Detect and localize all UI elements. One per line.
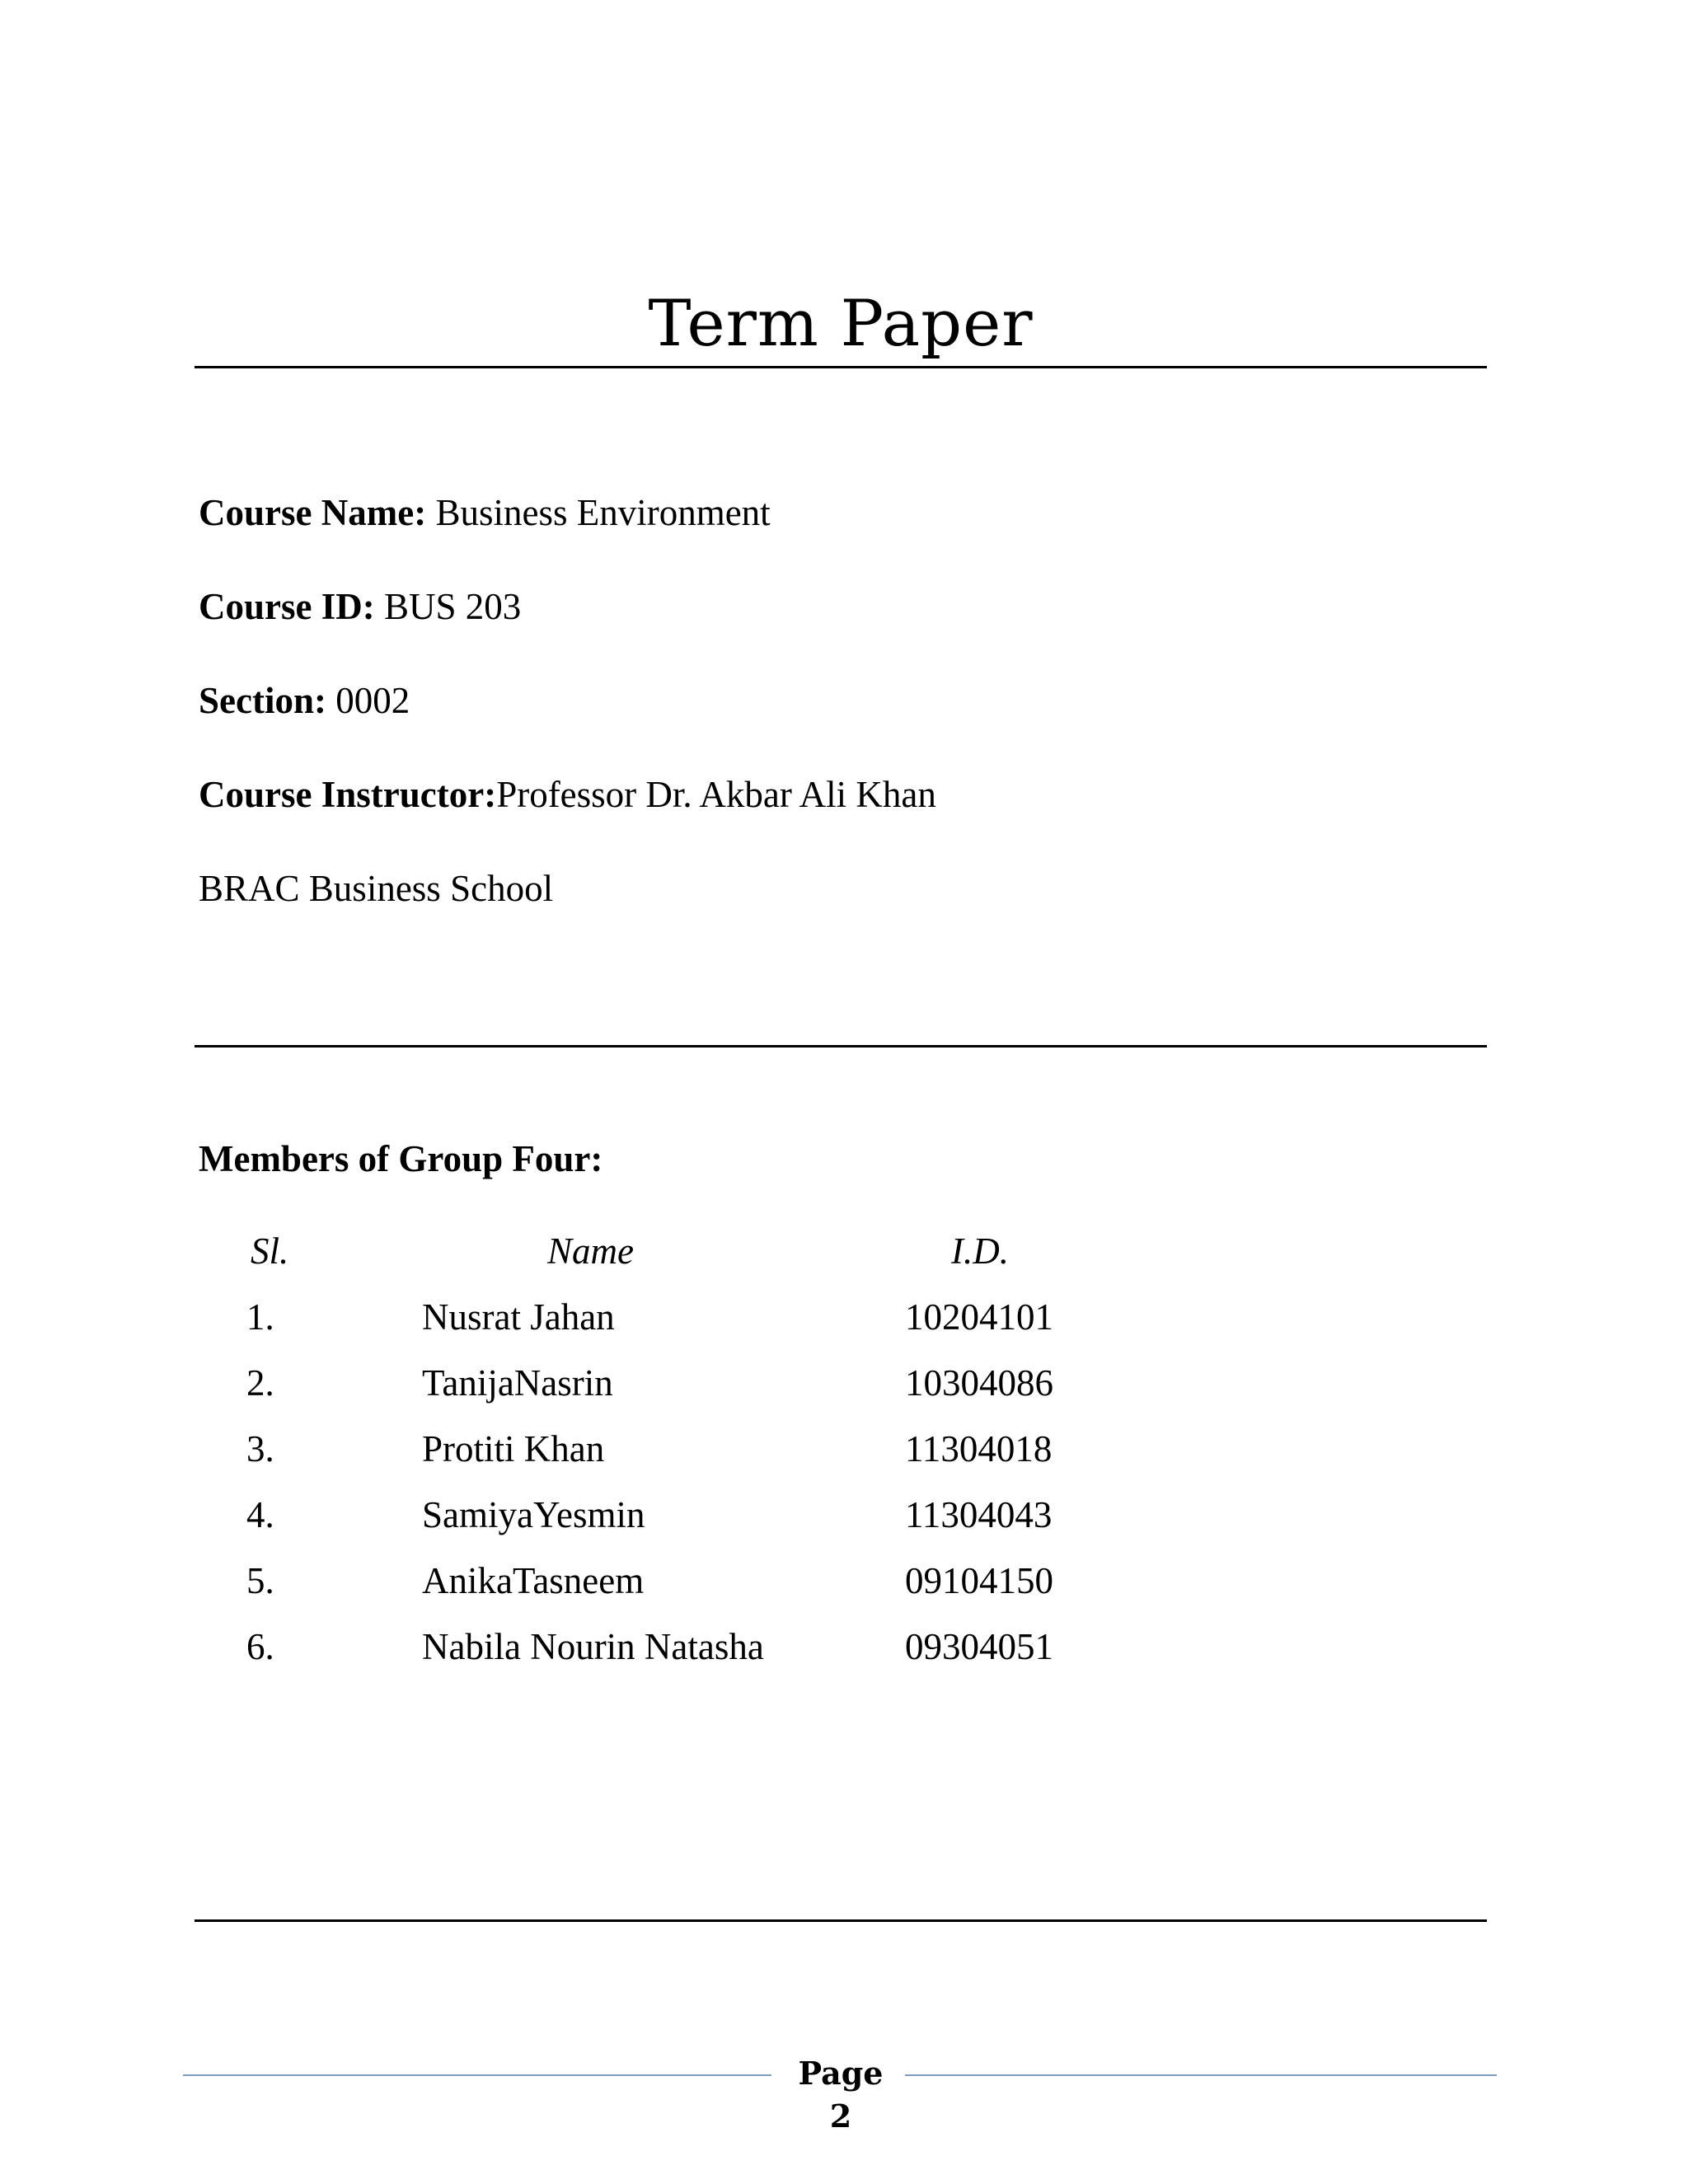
title-divider <box>195 366 1487 368</box>
members-heading: Members of Group Four: <box>199 1138 603 1179</box>
course-name-label: Course Name: <box>199 492 427 533</box>
course-name-value: Business Environment <box>426 492 771 533</box>
course-id-value: BUS 203 <box>374 586 522 627</box>
row-id: 11304018 <box>905 1428 1053 1469</box>
row-id: 10304086 <box>905 1362 1053 1404</box>
row-name: Nusrat Jahan <box>422 1296 615 1338</box>
section-divider <box>195 1045 1487 1047</box>
row-sl: 6. <box>246 1626 274 1667</box>
row-name: AnikaTasneem <box>422 1560 645 1601</box>
page-number: Page 2 <box>798 2055 884 2135</box>
section-label: Section: <box>199 680 326 721</box>
row-sl: 4. <box>246 1494 274 1535</box>
row-sl: 1. <box>246 1296 274 1338</box>
instructor-line <box>199 771 936 818</box>
row-name: SamiyaYesmin <box>422 1494 645 1535</box>
column-header-sl: Sl. <box>251 1230 289 1272</box>
instructor-label: Course Instructor: <box>199 774 497 815</box>
row-name: TanijaNasrin <box>422 1362 613 1404</box>
row-id: 10204101 <box>905 1296 1053 1338</box>
row-id: 09304051 <box>905 1626 1053 1667</box>
row-sl: 2. <box>246 1362 274 1404</box>
footer-line-right <box>905 2074 1497 2076</box>
course-id-line <box>199 583 521 630</box>
column-header-id: I.D. <box>951 1230 1009 1272</box>
column-header-name: Name <box>547 1230 634 1272</box>
footer-line-left <box>183 2074 771 2076</box>
row-sl: 3. <box>246 1428 274 1469</box>
row-id: 11304043 <box>905 1494 1053 1535</box>
page-title: Term Paper <box>648 287 1034 361</box>
bottom-divider <box>195 1919 1487 1922</box>
section-value: 0002 <box>326 680 410 721</box>
section-line <box>199 677 410 724</box>
row-sl: 5. <box>246 1560 274 1601</box>
instructor-value: Professor Dr. Akbar Ali Khan <box>496 774 936 815</box>
row-name: Protiti Khan <box>422 1428 605 1469</box>
school-name: BRAC Business School <box>199 868 554 909</box>
course-name-line <box>199 490 771 536</box>
row-name: Nabila Nourin Natasha <box>422 1626 764 1667</box>
course-id-label: Course ID: <box>199 586 375 627</box>
row-id: 09104150 <box>905 1560 1053 1601</box>
